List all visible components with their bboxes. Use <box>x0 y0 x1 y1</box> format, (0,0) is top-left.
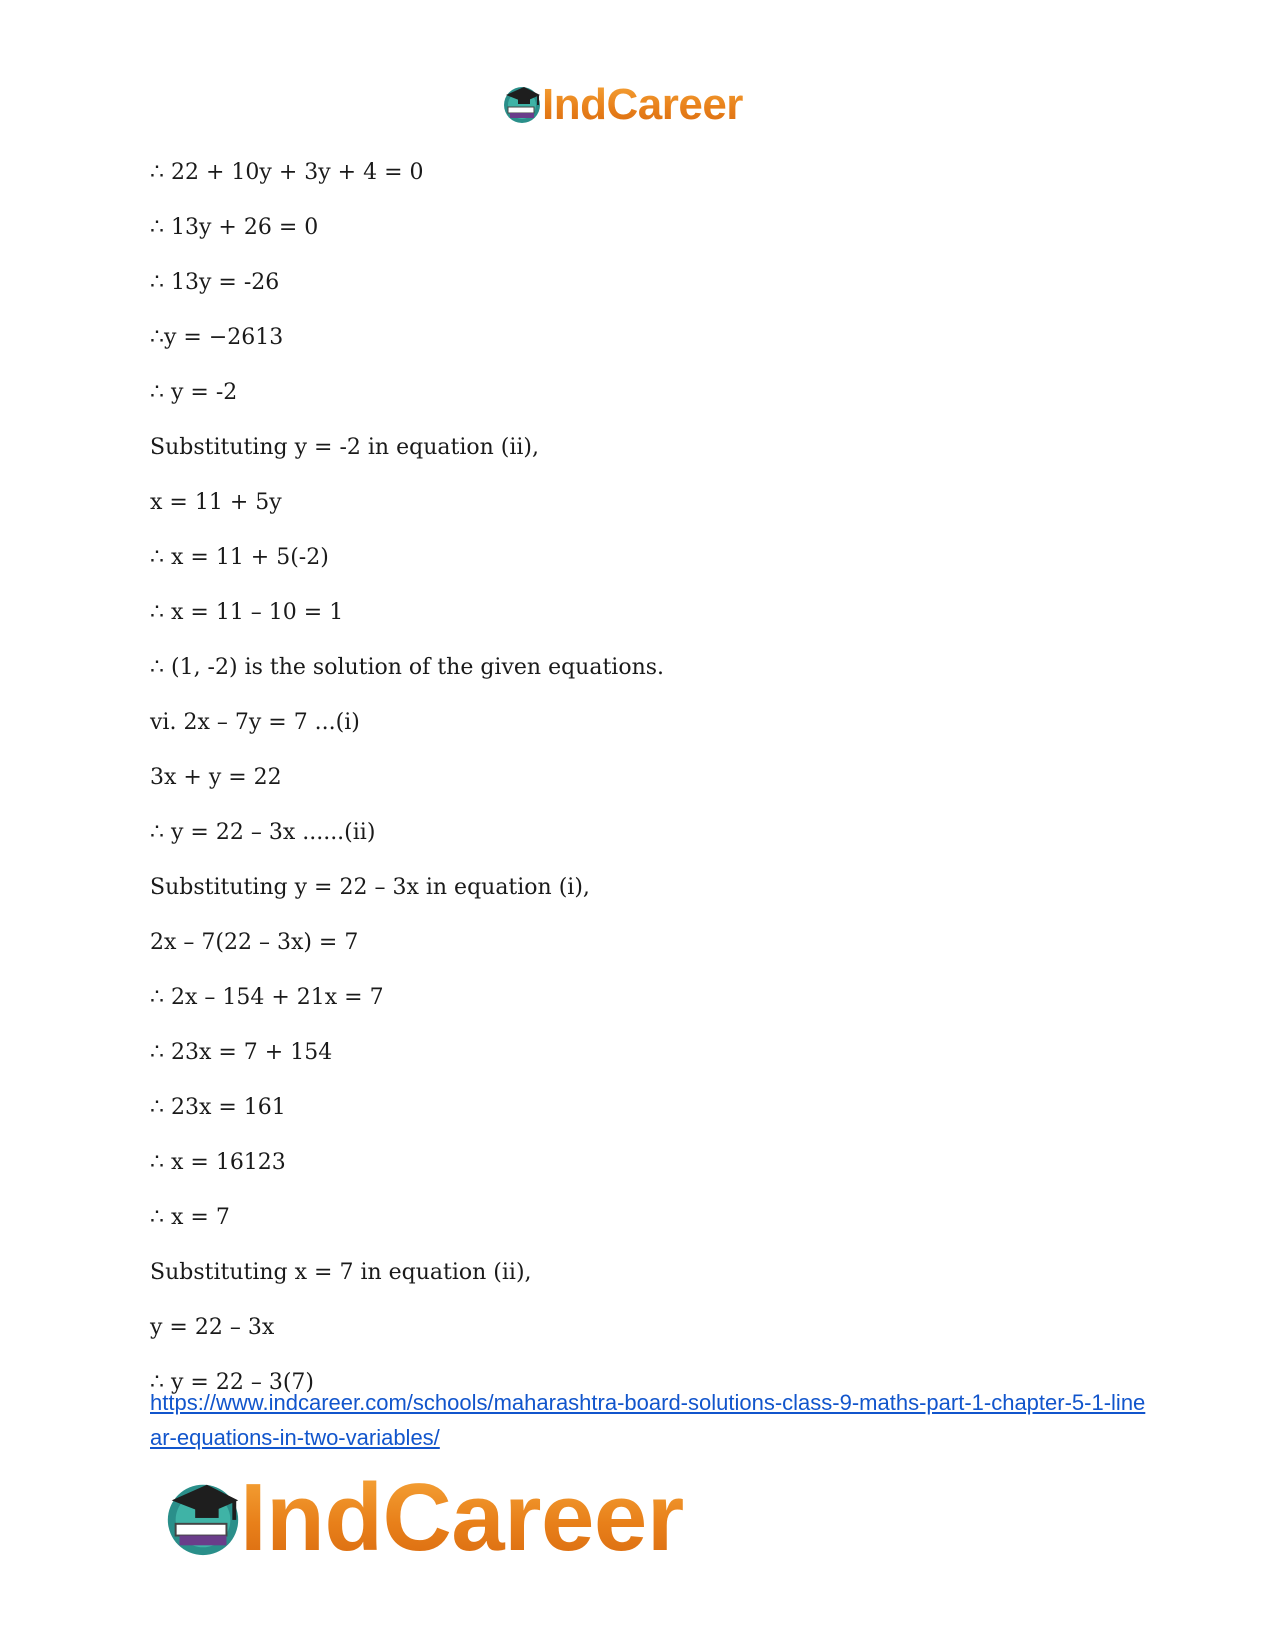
graduation-cap-globe-icon <box>160 1473 246 1563</box>
equation-line: vi. 2x – 7y = 7 ...(i) <box>150 710 360 735</box>
equation-line: ∴y = −2613 <box>150 325 284 350</box>
footer-logo <box>160 1464 684 1571</box>
equation-line: ∴ x = 11 – 10 = 1 <box>150 600 344 625</box>
equation-line: x = 11 + 5y <box>150 490 282 515</box>
equation-line: ∴ 23x = 7 + 154 <box>150 1040 333 1065</box>
equation-line: ∴ x = 7 <box>150 1205 230 1230</box>
equation-line: ∴ y = 22 – 3(7) <box>150 1370 314 1395</box>
source-link[interactable]: https://www.indcareer.com/schools/maharashtra-board-solutions-class-9-maths-part-1-chapter-5-1-linear-equations-in-two-variables/ <box>150 1390 1146 1450</box>
equation-line: y = 22 – 3x <box>150 1315 275 1340</box>
equation-line: ∴ 13y + 26 = 0 <box>150 215 319 240</box>
solution-content <box>150 145 1150 1410</box>
header-logo <box>500 80 743 130</box>
logo-text: IndCareer <box>240 1464 684 1571</box>
equation-line: ∴ y = -2 <box>150 380 238 405</box>
equation-line: ∴ 13y = -26 <box>150 270 280 295</box>
equation-line: ∴ 2x – 154 + 21x = 7 <box>150 985 384 1010</box>
logo-text: IndCareer <box>542 80 743 129</box>
equation-line: Substituting x = 7 in equation (ii), <box>150 1260 532 1285</box>
equation-line: ∴ 22 + 10y + 3y + 4 = 0 <box>150 160 424 185</box>
equation-line: Substituting y = -2 in equation (ii), <box>150 435 539 460</box>
equation-line: ∴ 23x = 161 <box>150 1095 286 1120</box>
graduation-cap-globe-icon <box>500 81 544 129</box>
equation-line: Substituting y = 22 – 3x in equation (i), <box>150 875 590 900</box>
equation-line: ∴ x = 16123 <box>150 1150 286 1175</box>
equation-line: ∴ (1, -2) is the solution of the given equations. <box>150 655 665 680</box>
equation-line: ∴ x = 11 + 5(-2) <box>150 545 329 570</box>
equation-line: 3x + y = 22 <box>150 765 282 790</box>
equation-line: ∴ y = 22 – 3x ......(ii) <box>150 820 376 845</box>
equation-line: 2x – 7(22 – 3x) = 7 <box>150 930 359 955</box>
